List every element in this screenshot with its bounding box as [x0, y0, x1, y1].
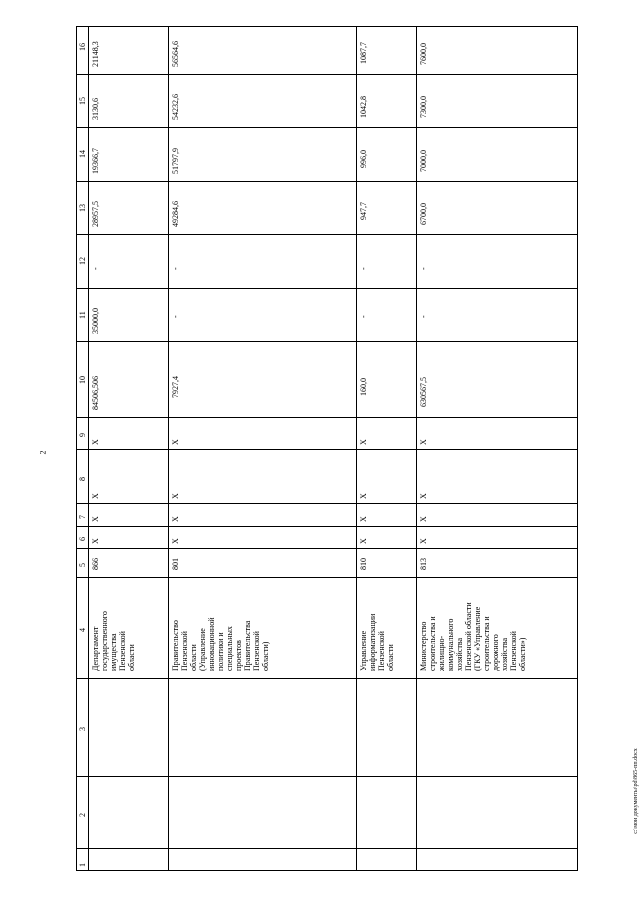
- header-col-10: 10: [78, 376, 87, 384]
- row4-name: Министерство строительства и жилищно- коммунального хозяйства Пензенской области (ГКУ «Управление строительства и дорожного хозяйства Пензенской области»): [419, 602, 527, 671]
- row4-c16: 7600,0: [419, 43, 428, 65]
- row2-c7: X: [171, 516, 180, 522]
- col-divider: [76, 776, 578, 777]
- header-col-15: 15: [78, 97, 87, 105]
- col-divider: [76, 577, 578, 578]
- row4-c15: 7300,0: [419, 96, 428, 118]
- row3-c9: X: [359, 439, 368, 445]
- col-divider: [76, 503, 578, 504]
- header-col-1: 1: [78, 863, 87, 867]
- row3-c10: 160,0: [359, 378, 368, 396]
- col-divider: [76, 74, 578, 75]
- row4-c13: 6700,0: [419, 203, 428, 225]
- row1-name: Департамент государственного имущества Пензенской области: [91, 611, 136, 671]
- col-divider: [76, 417, 578, 418]
- header-col-14: 14: [78, 150, 87, 158]
- col-divider: [76, 181, 578, 182]
- header-col-12: 12: [78, 257, 87, 265]
- col-divider: [76, 848, 578, 849]
- row1-c8: X: [91, 493, 100, 499]
- row3-c12: -: [359, 267, 368, 270]
- row3-c16: 1087,7: [359, 42, 368, 64]
- row1-c16: 21148,3: [91, 41, 100, 67]
- row1-c11: 35000,0: [91, 308, 100, 334]
- page-number: 2: [38, 450, 48, 455]
- row1-c13: 28957,5: [91, 201, 100, 227]
- row4-c6: X: [419, 538, 428, 544]
- col-divider: [76, 678, 578, 679]
- col-divider: [76, 127, 578, 128]
- header-col-8: 8: [78, 477, 87, 481]
- row1-c12: -: [91, 267, 100, 270]
- row2-c12: -: [171, 267, 180, 270]
- footer-file-path: c:\мои документы\pd\865-пп.docx: [632, 748, 639, 834]
- row1-c6: X: [91, 538, 100, 544]
- row3-c8: X: [359, 493, 368, 499]
- row1-code: 866: [91, 558, 100, 570]
- row4-c10: 630567,5: [419, 377, 428, 407]
- col-divider: [76, 526, 578, 527]
- row1-c14: 19366,7: [91, 148, 100, 174]
- row1-c10: 84506,506: [91, 376, 100, 410]
- header-col-5: 5: [78, 563, 87, 567]
- col-divider: [76, 288, 578, 289]
- row3-c11: -: [359, 315, 368, 318]
- header-row-divider: [88, 26, 89, 871]
- row2-name: Правительство Пензенской области (Управление инновационной политики и специальных проектов Правительства Пензенской области): [171, 617, 270, 671]
- row-divider: [168, 26, 169, 871]
- row1-c7: X: [91, 516, 100, 522]
- row2-c6: X: [171, 538, 180, 544]
- row4-c7: X: [419, 516, 428, 522]
- row1-c9: X: [91, 439, 100, 445]
- row3-c7: X: [359, 516, 368, 522]
- header-col-13: 13: [78, 204, 87, 212]
- row2-code: 801: [171, 558, 180, 570]
- budget-table: [76, 26, 578, 871]
- row4-c12: -: [419, 267, 428, 270]
- row2-c9: X: [171, 439, 180, 445]
- row2-c14: 51797,9: [171, 148, 180, 174]
- row2-c15: 54232,6: [171, 94, 180, 120]
- row2-c10: 7927,4: [171, 376, 180, 398]
- row4-code: 813: [419, 558, 428, 570]
- header-col-6: 6: [78, 537, 87, 541]
- row4-c8: X: [419, 493, 428, 499]
- col-divider: [76, 548, 578, 549]
- col-divider: [76, 234, 578, 235]
- col-divider: [76, 449, 578, 450]
- row2-c11: -: [171, 315, 180, 318]
- row4-c11: -: [419, 315, 428, 318]
- row3-c15: 1042,8: [359, 96, 368, 118]
- header-col-7: 7: [78, 515, 87, 519]
- row-divider: [356, 26, 357, 871]
- row3-name: Управление информатизации Пензенской области: [359, 613, 395, 671]
- row1-c15: 3130,6: [91, 98, 100, 120]
- row3-code: 810: [359, 558, 368, 570]
- header-col-4: 4: [78, 628, 87, 632]
- row3-c6: X: [359, 538, 368, 544]
- row3-c13: 947,7: [359, 202, 368, 220]
- row2-c16: 56564,6: [171, 41, 180, 67]
- row-divider: [416, 26, 417, 871]
- header-col-11: 11: [78, 311, 87, 319]
- header-col-16: 16: [78, 43, 87, 51]
- row4-c9: X: [419, 439, 428, 445]
- header-col-2: 2: [78, 813, 87, 817]
- row2-c13: 49284,6: [171, 201, 180, 227]
- header-col-9: 9: [78, 433, 87, 437]
- header-col-3: 3: [78, 727, 87, 731]
- row2-c8: X: [171, 493, 180, 499]
- row3-c14: 996,0: [359, 150, 368, 168]
- col-divider: [76, 341, 578, 342]
- row4-c14: 7000,0: [419, 150, 428, 172]
